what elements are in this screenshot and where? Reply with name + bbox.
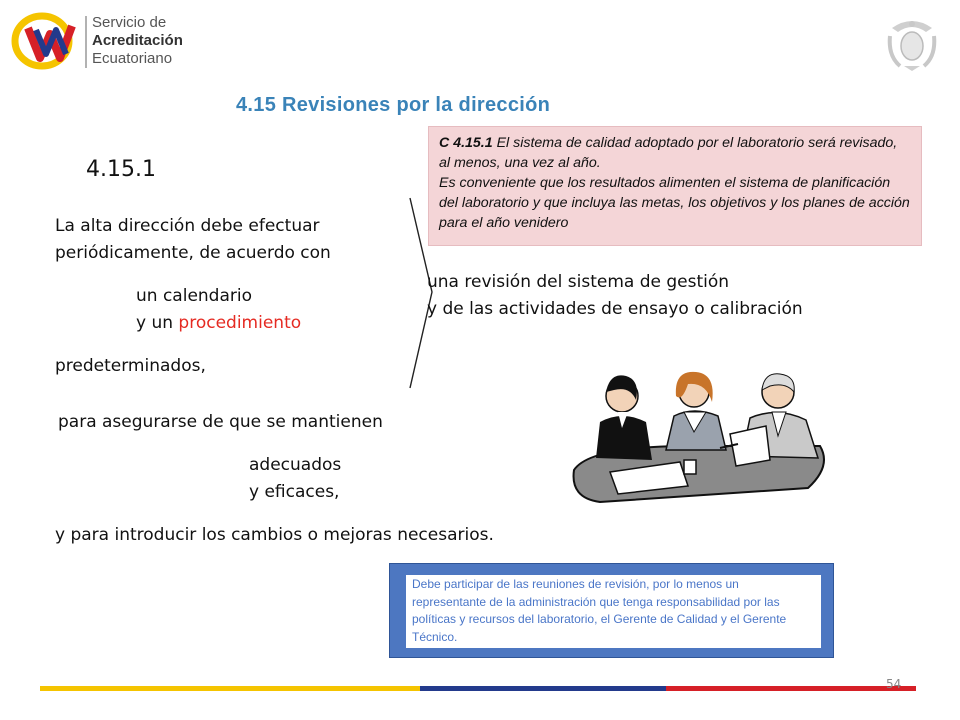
- footer-bar-blue: [420, 686, 666, 691]
- criteria-note-line-1: C 4.15.1 El sistema de calidad adoptado por el laboratorio será revisado, al menos, una vez al año.: [439, 135, 898, 171]
- intro-line-1: La alta dirección debe efectuar: [55, 216, 320, 236]
- footer-bar-yellow: [40, 686, 420, 691]
- review-text: [427, 269, 803, 323]
- criteria-note: [428, 126, 922, 246]
- adequate-line-1: adecuados: [249, 455, 342, 475]
- meeting-clipart: [570, 362, 832, 512]
- logo-line-2: Acreditación: [92, 32, 183, 49]
- purpose-text: para asegurarse de que se mantienen: [58, 412, 383, 432]
- footer-color-bar: [40, 686, 916, 691]
- adequate-line-2: y eficaces,: [249, 482, 340, 502]
- clause-number: 4.15.1: [86, 157, 156, 182]
- review-line-1: una revisión del sistema de gestión: [427, 272, 730, 292]
- procedure-line: y un procedimiento: [136, 313, 302, 333]
- page-number: 54: [886, 677, 902, 691]
- predetermined-text: predeterminados,: [55, 356, 206, 376]
- logo-text: [92, 14, 183, 68]
- changes-text: y para introducir los cambios o mejoras necesarios.: [55, 525, 494, 545]
- footer-bar-red: [666, 686, 916, 691]
- logo-line-1: Servicio de: [92, 14, 167, 31]
- review-line-2: y de las actividades de ensayo o calibración: [427, 299, 803, 319]
- slide-title: 4.15 Revisiones por la dirección: [236, 94, 551, 116]
- participants-note: [389, 563, 834, 658]
- adequate-text: [249, 452, 341, 506]
- criteria-note-line-2: Es conveniente que los resultados alimenten el sistema de planificación del laboratorio y que incluya las metas, los objetivos y los planes de acción para el año venidero: [439, 175, 910, 231]
- logo-line-3: Ecuatoriano: [92, 50, 173, 67]
- participants-note-text: Debe participar de las reuniones de revisión, por lo menos un representante de la administración que tenga responsabilidad por las políticas y recursos del laboratorio, el Gerente de Calidad y el Gerente Técnico.: [406, 575, 821, 648]
- calendar-line: un calendario: [136, 286, 252, 306]
- sae-logo: [10, 10, 210, 72]
- intro-text: [55, 213, 331, 267]
- intro-line-2: periódicamente, de acuerdo con: [55, 243, 331, 263]
- sae-emblem-icon: [10, 10, 88, 72]
- coat-of-arms-icon: [886, 14, 938, 72]
- procedure-highlight: procedimiento: [178, 313, 302, 333]
- calendar-text: [136, 283, 301, 337]
- criteria-ref: C 4.15.1: [439, 135, 493, 151]
